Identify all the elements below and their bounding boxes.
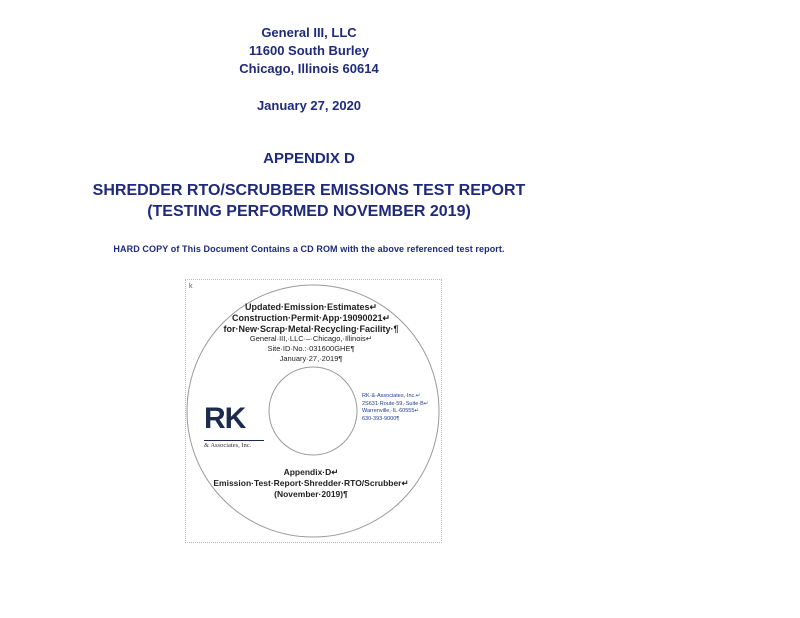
cd-appendix-block bbox=[186, 467, 436, 500]
cd-address-line: Warrenville,·IL·60555↵ bbox=[362, 408, 419, 414]
cd-title-line: Updated·Emission·Estimates↵ bbox=[244, 302, 378, 312]
company-city: Chicago, Illinois 60614 bbox=[239, 61, 379, 76]
cd-appendix-line: Appendix·D↵ bbox=[283, 467, 339, 477]
report-title-line-2: (TESTING PERFORMED NOVEMBER 2019) bbox=[147, 203, 471, 220]
rk-logo-mark: RK bbox=[204, 402, 246, 435]
rk-logo bbox=[204, 402, 252, 449]
document-date: January 27, 2020 bbox=[256, 98, 362, 113]
cd-detail-line: January·27,·2019¶ bbox=[279, 354, 343, 363]
report-title-line-1: SHREDDER RTO/SCRUBBER EMISSIONS TEST REPORT bbox=[92, 182, 526, 199]
cd-title-line: for·New·Scrap·Metal·Recycling·Facility·¶ bbox=[223, 324, 399, 334]
cd-address-line: 2S631·Route·59,·Suite·B↵ bbox=[362, 400, 429, 407]
rk-logo-subtext: & Associates, Inc. bbox=[204, 440, 264, 449]
cd-title-line: Construction·Permit·App·19090021↵ bbox=[231, 313, 391, 323]
report-title bbox=[0, 180, 618, 222]
appendix-heading: APPENDIX D bbox=[263, 150, 355, 167]
cd-appendix-line: (November·2019)¶ bbox=[274, 489, 348, 499]
cd-appendix-line: Emission·Test·Report·Shredder·RTO/Scrubber↵ bbox=[213, 478, 409, 488]
company-address-block bbox=[0, 24, 618, 78]
cd-address-line: 630-393-9000¶ bbox=[362, 415, 400, 422]
company-street: 11600 South Burley bbox=[249, 43, 369, 58]
cd-detail-block bbox=[186, 334, 436, 364]
cd-detail-line: Site·ID·No.:·031600GHE¶ bbox=[267, 344, 355, 353]
hard-copy-note: HARD COPY of This Document Contains a CD ROM with the above referenced test report. bbox=[113, 244, 505, 254]
cd-address-line: RK·&·Associates,·Inc.↵ bbox=[362, 393, 421, 399]
cd-title-block bbox=[186, 302, 436, 335]
cd-center-hole bbox=[269, 367, 357, 455]
company-name: General III, LLC bbox=[261, 25, 357, 40]
cd-label-image bbox=[185, 279, 442, 543]
cd-detail-line: General·III,·LLC·–·Chicago,·Illinois↵ bbox=[249, 334, 373, 343]
cd-corner-marker: k bbox=[189, 283, 193, 290]
cd-address-block bbox=[362, 393, 434, 423]
